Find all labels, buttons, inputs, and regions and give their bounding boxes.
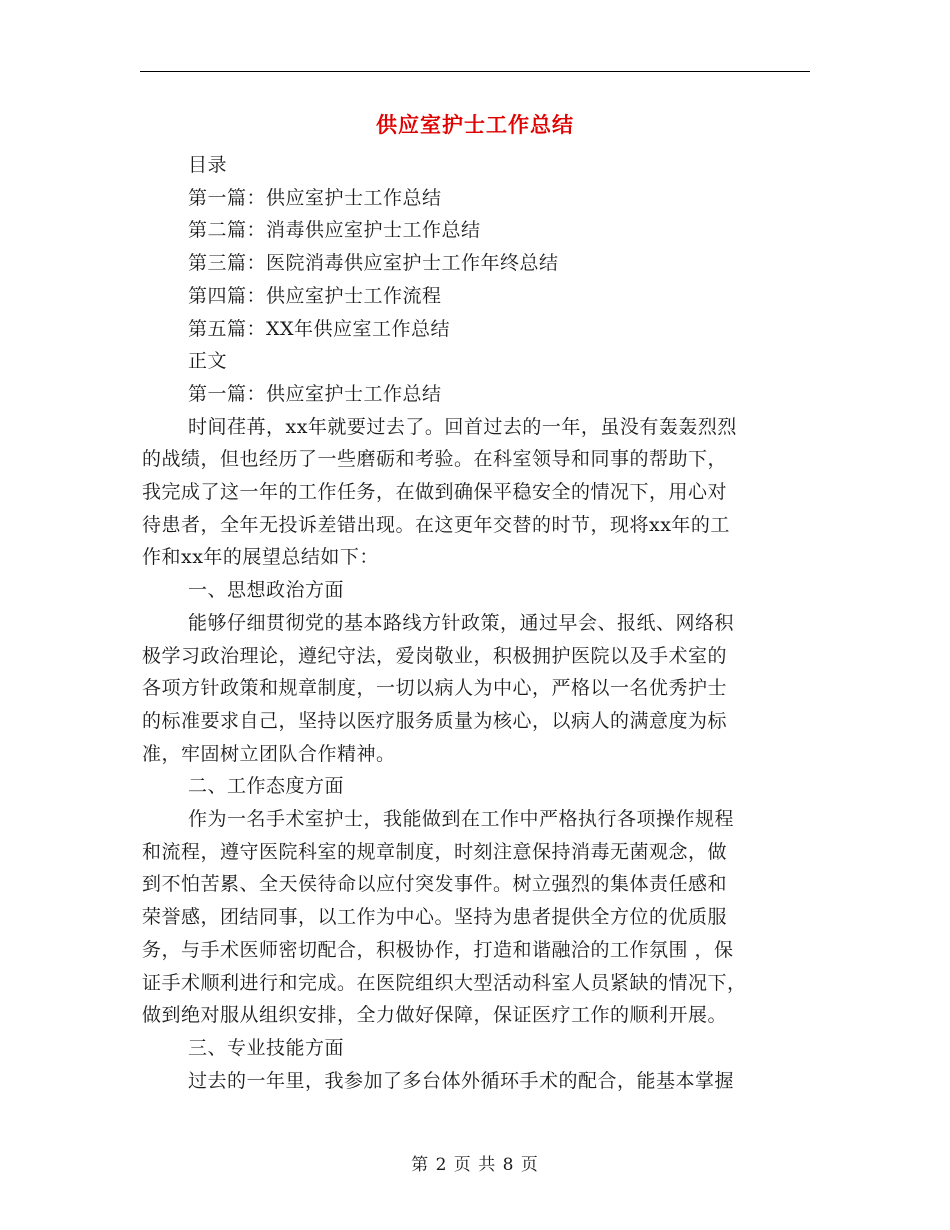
text-line: 的标准要求自己，坚持以医疗服务质量为核心，以病人的满意度为标	[142, 709, 728, 732]
text-line: 过去的一年里，我参加了多台体外循环手术的配合，能基本掌握	[188, 1069, 735, 1092]
text-line: 第四篇：供应室护士工作流程	[188, 284, 442, 307]
text-line: 第一篇：供应室护士工作总结	[188, 186, 442, 209]
text-line: 证手术顺利进行和完成。在医院组织大型活动科室人员紧缺的情况下，	[142, 971, 747, 994]
text-line: 我完成了这一年的工作任务，在做到确保平稳安全的情况下，用心对	[142, 481, 728, 504]
text-line: 三、专业技能方面	[188, 1036, 345, 1059]
text-line: 一、思想政治方面	[188, 579, 345, 602]
text-line: 能够仔细贯彻党的基本路线方针政策，通过早会、报纸、网络积	[188, 611, 735, 634]
text-line: 第二篇：消毒供应室护士工作总结	[188, 219, 481, 242]
text-line: 时间荏苒，xx年就要过去了。回首过去的一年，虽没有轰轰烈烈	[188, 415, 737, 438]
page-footer: 第 2 页 共 8 页	[411, 1155, 539, 1175]
text-line: 做到绝对服从组织安排，全力做好保障，保证医疗工作的顺利开展。	[142, 1004, 728, 1027]
text-line: 第一篇：供应室护士工作总结	[188, 382, 442, 405]
text-line: 作为一名手术室护士，我能做到在工作中严格执行各项操作规程	[188, 808, 735, 831]
text-line: 的战绩，但也经历了一些磨砺和考验。在科室领导和同事的帮助下，	[142, 448, 728, 471]
header-rule	[140, 71, 810, 72]
document-title: 供应室护士工作总结	[376, 113, 574, 137]
text-line: 目录	[188, 154, 228, 176]
text-line: 到不怕苦累、全天侯待命以应付突发事件。树立强烈的集体责任感和	[142, 873, 728, 896]
text-line: 第三篇：医院消毒供应室护士工作年终总结	[188, 252, 559, 275]
text-line: 和流程，遵守医院科室的规章制度，时刻注意保持消毒无菌观念，做	[142, 840, 728, 863]
text-line: 准，牢固树立团队合作精神。	[142, 742, 396, 765]
text-line: 作和xx年的展望总结如下：	[142, 546, 379, 569]
document-body	[142, 149, 802, 1097]
text-line: 荣誉感，团结同事，以工作为中心。坚持为患者提供全方位的优质服	[142, 906, 728, 929]
text-line: 极学习政治理论，遵纪守法，爱岗敬业，积极拥护医院以及手术室的	[142, 644, 728, 667]
text-line: 各项方针政策和规章制度，一切以病人为中心，严格以一名优秀护士	[142, 677, 728, 700]
text-line: 正文	[188, 350, 228, 373]
text-line: 务，与手术医师密切配合，积极协作，打造和谐融洽的工作氛围 ，保	[142, 938, 734, 961]
text-line: 待患者，全年无投诉差错出现。在这更年交替的时节，现将xx年的工	[142, 513, 730, 536]
text-line: 第五篇：XX年供应室工作总结	[188, 317, 451, 340]
text-line: 二、工作态度方面	[188, 775, 345, 798]
